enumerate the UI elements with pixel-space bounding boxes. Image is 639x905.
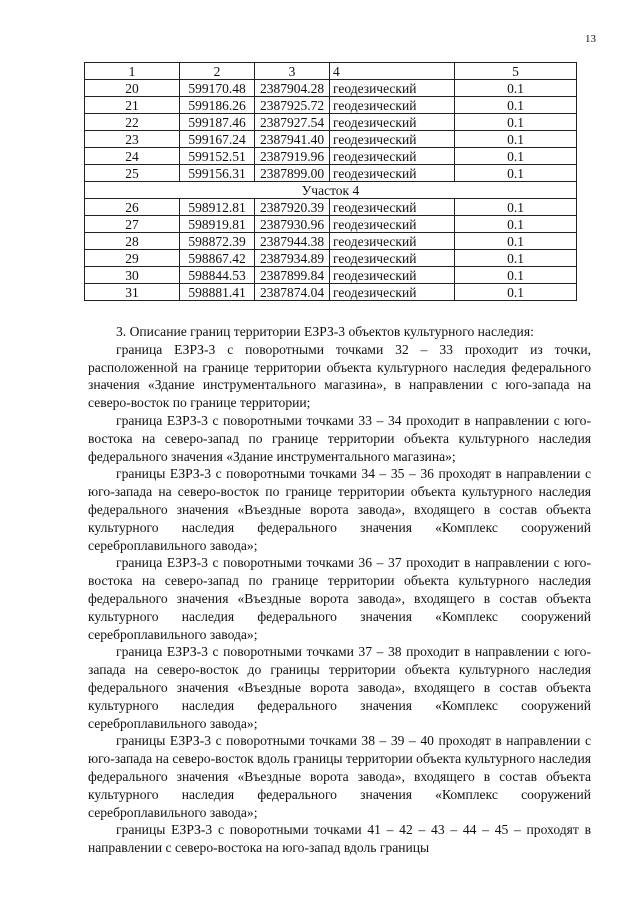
table-cell: 598919.81	[180, 216, 255, 233]
table-cell: 2387874.04	[255, 284, 330, 301]
table-cell: 27	[85, 216, 180, 233]
table-row	[85, 250, 577, 267]
page-number: 13	[585, 33, 596, 45]
table-cell: 4	[330, 63, 455, 80]
table-cell: 599170.48	[180, 80, 255, 97]
table-cell: 24	[85, 148, 180, 165]
table-cell: 0.1	[455, 80, 577, 97]
table-cell: 2387941.40	[255, 131, 330, 148]
table-cell: геодезический	[330, 97, 455, 114]
paragraph: граница ЕЗРЗ-3 с поворотными точками 36 – 37 проходит в направлении с юго-востока на северо-запад по границе территории объекта культурного наследия федерального значения «Въездные ворота завода», входящего в состав объекта культурного наследия федерального значения «Комплекс сооружений сереброплавильного завода»;	[88, 555, 591, 642]
table-cell: 598867.42	[180, 250, 255, 267]
table-cell: 2387899.84	[255, 267, 330, 284]
table-cell: 2387925.72	[255, 97, 330, 114]
table-row	[85, 97, 577, 114]
table-cell: 2387927.54	[255, 114, 330, 131]
table-cell: 22	[85, 114, 180, 131]
table-cell: 0.1	[455, 114, 577, 131]
table-cell: 3	[255, 63, 330, 80]
table-cell: геодезический	[330, 267, 455, 284]
table-cell: 2387904.28	[255, 80, 330, 97]
table-cell: 2387899.00	[255, 165, 330, 182]
table-cell: 599186.26	[180, 97, 255, 114]
table-cell: 0.1	[455, 250, 577, 267]
table-cell: 0.1	[455, 165, 577, 182]
section-heading: 3. Описание границ территории ЕЗРЗ-3 объектов культурного наследия:	[116, 324, 534, 339]
table-cell: геодезический	[330, 114, 455, 131]
table-cell: 2387934.89	[255, 250, 330, 267]
table-row	[85, 216, 577, 233]
table-cell: геодезический	[330, 148, 455, 165]
table-row	[85, 267, 577, 284]
table-cell: 30	[85, 267, 180, 284]
table-cell: 598912.81	[180, 199, 255, 216]
table-cell: геодезический	[330, 165, 455, 182]
paragraph: границы ЕЗРЗ-3 с поворотными точками 34 – 35 – 36 проходят в направлении с юго-запада на северо-восток по границе территории объекта культурного наследия федерального значения «Въездные ворота завода», входящего в состав объекта культурного наследия федерального значения «Комплекс сооружений сереброплавильного завода»;	[88, 466, 591, 553]
table-cell: 0.1	[455, 233, 577, 250]
table-cell: 2387930.96	[255, 216, 330, 233]
paragraph: граница ЕЗРЗ-3 с поворотными точками 33 – 34 проходит в направлении с юго-востока на северо-запад по границе территории объекта культурного наследия федерального значения «Здание инструментального магазина»;	[88, 412, 591, 464]
table-cell: геодезический	[330, 216, 455, 233]
section-title: Участок 4	[85, 182, 577, 199]
table-cell: 599156.31	[180, 165, 255, 182]
table-cell: 2387944.38	[255, 233, 330, 250]
paragraph: границы ЕЗРЗ-3 с поворотными точками 38 – 39 – 40 проходят в направлении с юго-запада на северо-восток вдоль границы территории объекта культурного наследия федерального значения «Въездные ворота завода», входящего в состав объекта культурного наследия федерального значения «Комплекс сооружений сереброплавильного завода»;	[88, 733, 591, 820]
table-cell: геодезический	[330, 250, 455, 267]
table-cell: геодезический	[330, 199, 455, 216]
table-row	[85, 284, 577, 301]
table-cell: 598881.41	[180, 284, 255, 301]
table-row	[85, 114, 577, 131]
table-row	[85, 148, 577, 165]
table-cell: 31	[85, 284, 180, 301]
section-row	[85, 182, 577, 199]
table-row	[85, 233, 577, 250]
coordinates-table	[84, 62, 577, 301]
table-row	[85, 199, 577, 216]
table-cell: 599167.24	[180, 131, 255, 148]
table-cell: 0.1	[455, 148, 577, 165]
table-cell: 28	[85, 233, 180, 250]
table-row	[85, 80, 577, 97]
table-cell: 20	[85, 80, 180, 97]
table-header-row	[85, 63, 577, 80]
table-cell: 599187.46	[180, 114, 255, 131]
table-cell: 5	[455, 63, 577, 80]
table-cell: 0.1	[455, 199, 577, 216]
table-cell: 23	[85, 131, 180, 148]
table-cell: 1	[85, 63, 180, 80]
table-row	[85, 131, 577, 148]
table-cell: 0.1	[455, 97, 577, 114]
table-cell: 29	[85, 250, 180, 267]
table-cell: геодезический	[330, 284, 455, 301]
table-cell: 599152.51	[180, 148, 255, 165]
table-cell: 0.1	[455, 267, 577, 284]
table-cell: геодезический	[330, 131, 455, 148]
body-text	[88, 323, 591, 857]
paragraph: граница ЕЗРЗ-3 с поворотными точками 32 – 33 проходит из точки, расположенной на границе территории объекта культурного наследия федерального значения «Здание инструментального магазина», в направлении с юго-запада на северо-восток по границе территории;	[88, 341, 591, 411]
table-cell: геодезический	[330, 80, 455, 97]
table-cell: 21	[85, 97, 180, 114]
table-cell: геодезический	[330, 233, 455, 250]
paragraph: границы ЕЗРЗ-3 с поворотными точками 41 – 42 – 43 – 44 – 45 – проходят в направлении с северо-востока на юго-запад вдоль границы	[88, 822, 591, 856]
table-cell: 0.1	[455, 284, 577, 301]
table-row	[85, 165, 577, 182]
table-cell: 598872.39	[180, 233, 255, 250]
table-cell: 2387920.39	[255, 199, 330, 216]
table-cell: 0.1	[455, 216, 577, 233]
paragraph: граница ЕЗРЗ-3 с поворотными точками 37 – 38 проходит в направлении с юго-запада на северо-восток до границы территории объекта культурного наследия федерального значения «Въездные ворота завода», входящего в состав объекта культурного наследия федерального значения «Комплекс сооружений сереброплавильного завода»;	[88, 644, 591, 731]
table-cell: 26	[85, 199, 180, 216]
table-cell: 2	[180, 63, 255, 80]
table-cell: 25	[85, 165, 180, 182]
table-cell: 598844.53	[180, 267, 255, 284]
table-cell: 0.1	[455, 131, 577, 148]
table-cell: 2387919.96	[255, 148, 330, 165]
